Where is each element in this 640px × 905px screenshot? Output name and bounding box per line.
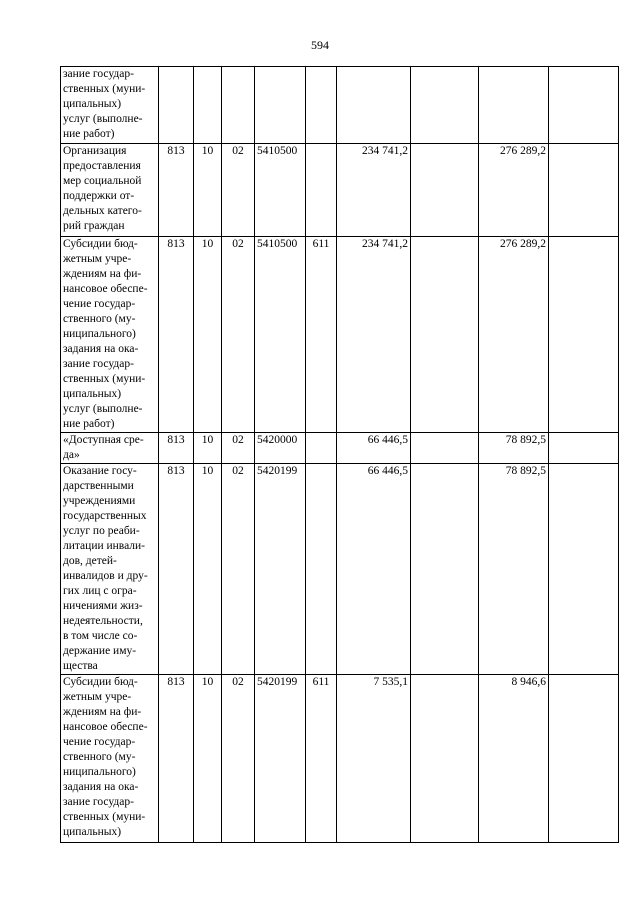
subsection-code-cell: 02 (222, 464, 255, 675)
item-name-line: щества (63, 660, 98, 672)
item-name-line: жетным учре- (63, 691, 132, 703)
target-article-cell: 5420000 (255, 433, 306, 464)
item-name-line: держание иму- (63, 645, 137, 657)
amount-cell: 234 741,2 (337, 144, 411, 237)
item-name-line: недеятельности, (63, 615, 143, 627)
amount-cell (337, 67, 411, 144)
amount-cell: 78 892,5 (479, 433, 549, 464)
ministry-code-cell: 813 (159, 464, 194, 675)
item-name-line: зание государ- (63, 796, 134, 808)
item-name-line: ние работ) (63, 418, 115, 430)
item-name-line: услуг (выполне- (63, 113, 143, 125)
item-name-line: литации инвали- (63, 540, 146, 552)
ministry-code-cell: 813 (159, 144, 194, 237)
item-name-line: инвалидов и дру- (63, 570, 148, 582)
amount-cell: 66 446,5 (337, 433, 411, 464)
item-name-line: государственных (63, 510, 147, 522)
amount-cell: 276 289,2 (479, 237, 549, 433)
item-name-line: учреждениями (63, 495, 136, 507)
item-name-line: Субсидии бюд- (63, 238, 138, 250)
item-name-cell (61, 433, 159, 464)
amount-cell (549, 464, 619, 675)
table-row (61, 67, 619, 144)
item-name-cell (61, 675, 159, 843)
subsection-code-cell: 02 (222, 675, 255, 843)
item-name-cell (61, 144, 159, 237)
item-name-cell (61, 237, 159, 433)
expense-type-cell: 611 (306, 237, 337, 433)
item-name-line: «Доступная сре- (63, 434, 144, 446)
page-number: 594 (311, 38, 329, 52)
item-name-line: задания на ока- (63, 343, 139, 355)
amount-cell: 7 535,1 (337, 675, 411, 843)
amount-cell (549, 237, 619, 433)
item-name-line: ственных (муни- (63, 373, 146, 385)
item-name-line: Оказание госу- (63, 465, 137, 477)
expense-type-cell (306, 464, 337, 675)
item-name-line: да» (63, 449, 80, 461)
amount-cell: 78 892,5 (479, 464, 549, 675)
section-code-cell: 10 (194, 144, 222, 237)
section-code-cell: 10 (194, 675, 222, 843)
target-article-cell (255, 67, 306, 144)
ministry-code-cell: 813 (159, 433, 194, 464)
subsection-code-cell: 02 (222, 144, 255, 237)
item-name-line: ципальных) (63, 826, 122, 838)
table-body (61, 67, 619, 843)
expense-type-cell (306, 433, 337, 464)
section-code-cell: 10 (194, 433, 222, 464)
item-name-line: ципальных) (63, 388, 122, 400)
table-row (61, 237, 619, 433)
item-name-line: чение государ- (63, 736, 136, 748)
budget-table (60, 66, 619, 843)
item-name-line: зание государ- (63, 358, 134, 370)
item-name-line: поддержки от- (63, 190, 135, 202)
item-name-line: зание государ- (63, 68, 134, 80)
item-name-cell (61, 67, 159, 144)
item-name-line: рий граждан (63, 220, 125, 232)
table-row (61, 464, 619, 675)
item-name-line: мер социальной (63, 175, 142, 187)
amount-cell (479, 67, 549, 144)
amount-cell: 234 741,2 (337, 237, 411, 433)
item-name-line: ние работ) (63, 128, 115, 140)
item-name-line: в том числе со- (63, 630, 138, 642)
item-name-line: дарственными (63, 480, 134, 492)
item-name-line: ниципального) (63, 766, 136, 778)
item-name-line: ственного (му- (63, 751, 136, 763)
table-row (61, 675, 619, 843)
item-name-line: жетным учре- (63, 253, 132, 265)
item-name-line: Субсидии бюд- (63, 676, 138, 688)
section-code-cell (194, 67, 222, 144)
amount-cell (411, 237, 479, 433)
item-name-line: ственных (муни- (63, 811, 146, 823)
target-article-cell: 5410500 (255, 144, 306, 237)
item-name-line: дов, детей- (63, 555, 117, 567)
item-name-cell (61, 464, 159, 675)
amount-cell: 66 446,5 (337, 464, 411, 675)
subsection-code-cell: 02 (222, 237, 255, 433)
item-name-line: ципальных) (63, 98, 122, 110)
item-name-line: услуг по реаби- (63, 525, 140, 537)
amount-cell: 276 289,2 (479, 144, 549, 237)
item-name-line: чение государ- (63, 298, 136, 310)
expense-type-cell (306, 144, 337, 237)
amount-cell (549, 67, 619, 144)
item-name-line: нансовое обеспе- (63, 283, 148, 295)
amount-cell (549, 433, 619, 464)
amount-cell (411, 464, 479, 675)
amount-cell (411, 675, 479, 843)
amount-cell: 8 946,6 (479, 675, 549, 843)
table-row (61, 144, 619, 237)
subsection-code-cell (222, 67, 255, 144)
amount-cell (411, 144, 479, 237)
item-name-line: ничениями жиз- (63, 600, 143, 612)
expense-type-cell: 611 (306, 675, 337, 843)
item-name-line: ждениям на фи- (63, 268, 142, 280)
item-name-line: нансовое обеспе- (63, 721, 148, 733)
subsection-code-cell: 02 (222, 433, 255, 464)
item-name-line: ственного (му- (63, 313, 136, 325)
ministry-code-cell: 813 (159, 675, 194, 843)
item-name-line: гих лиц с огра- (63, 585, 137, 597)
ministry-code-cell (159, 67, 194, 144)
section-code-cell: 10 (194, 464, 222, 675)
item-name-line: задания на ока- (63, 781, 139, 793)
item-name-line: услуг (выполне- (63, 403, 143, 415)
item-name-line: предоставления (63, 160, 141, 172)
item-name-line: ниципального) (63, 328, 136, 340)
amount-cell (411, 67, 479, 144)
item-name-line: Организация (63, 145, 127, 157)
amount-cell (549, 144, 619, 237)
section-code-cell: 10 (194, 237, 222, 433)
target-article-cell: 5410500 (255, 237, 306, 433)
item-name-line: ждениям на фи- (63, 706, 142, 718)
item-name-line: ственных (муни- (63, 83, 146, 95)
item-name-line: дельных катего- (63, 205, 142, 217)
ministry-code-cell: 813 (159, 237, 194, 433)
amount-cell (549, 675, 619, 843)
table-row (61, 433, 619, 464)
target-article-cell: 5420199 (255, 464, 306, 675)
amount-cell (411, 433, 479, 464)
target-article-cell: 5420199 (255, 675, 306, 843)
expense-type-cell (306, 67, 337, 144)
